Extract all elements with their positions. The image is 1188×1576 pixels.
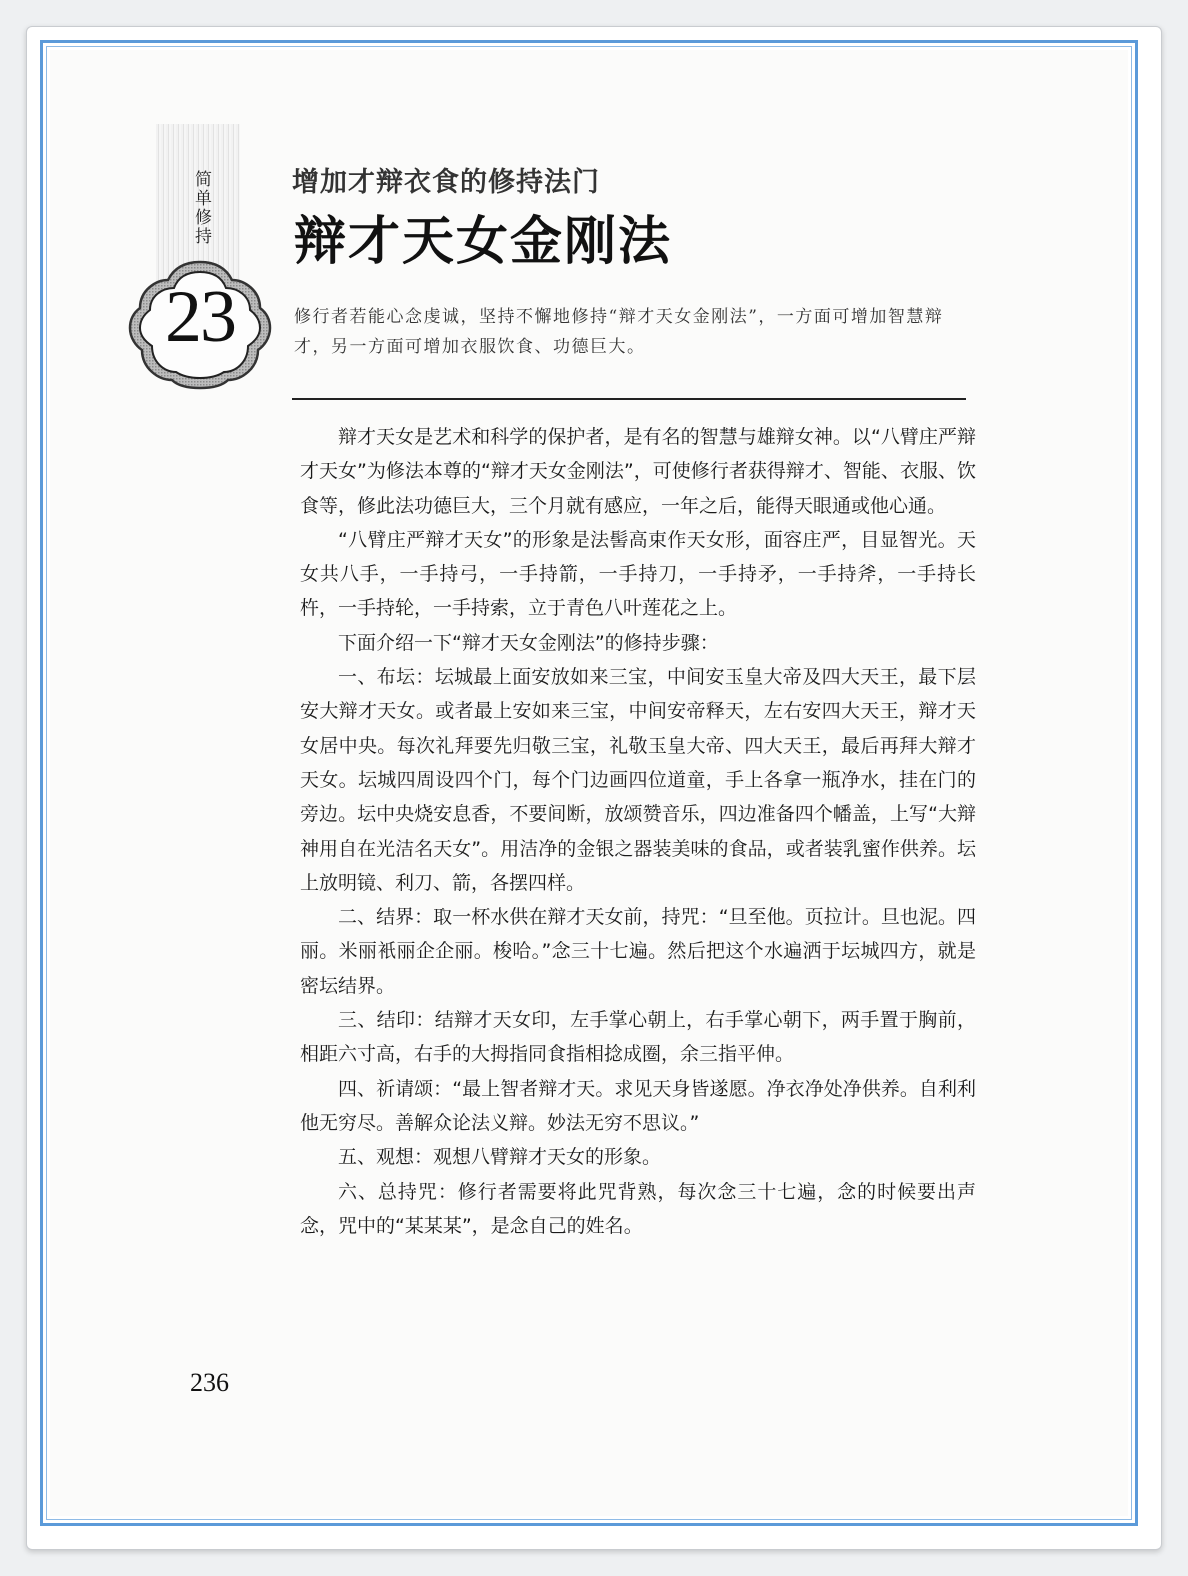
chapter-title: 辩才天女金刚法	[294, 211, 673, 272]
body-paragraph: 一、布坛：坛城最上面安放如来三宝，中间安玉皇大帝及四大天王，最下层安大辩才天女。或者最上安如来三宝，中间安帝释天，左右安四大天王，辩才天女居中央。每次礼拜要先归敬三宝，礼敬玉皇大帝、四大天王，最后再拜大辩才天女。坛城四周设四个门，每个门边画四位道童，手上各拿一瓶净水，挂在门的旁边。坛中央烧安息香，不要间断，放颂赞音乐，四边准备四个幡盖，上写“大辩神用自在光洁名天女”。用洁净的金银之器装美味的食品，或者装乳蜜作供养。坛上放明镜、利刀、箭，各摆四样。	[300, 666, 976, 894]
chapter-intro: 修行者若能心念虔诚，坚持不懈地修持“辩才天女金刚法”，一方面可增加智慧辩才，另一方面可增加衣服饮食、功德巨大。	[294, 307, 944, 357]
page-number: 236	[190, 1368, 229, 1397]
body-paragraph: 五、观想：观想八臂辩才天女的形象。	[338, 1146, 662, 1169]
sidebar-label: 简单修持	[191, 170, 211, 246]
body-paragraph: 四、祈请颂：“最上智者辩才天。求见天身皆遂愿。净衣净处净供养。自利利他无穷尽。善解众论法义辩。妙法无穷不思议。”	[300, 1077, 976, 1134]
body-paragraph: 下面介绍一下“辩才天女金刚法”的修持步骤：	[338, 631, 719, 654]
chapter-number: 23	[165, 276, 235, 358]
chapter-subtitle: 增加才辩衣食的修持法门	[292, 167, 600, 198]
body-paragraph: “八臂庄严辩才天女”的形象是法髻高束作天女形，面容庄严，目显智光。天女共八手，一手持弓，一手持箭，一手持刀，一手持矛，一手持斧，一手持长杵，一手持轮，一手持索，立于青色八叶莲花之上。	[300, 528, 976, 620]
body-paragraph: 三、结印：结辩才天女印，左手掌心朝上，右手掌心朝下，两手置于胸前，相距六寸高，右手的大拇指同食指相捻成圈，余三指平伸。	[300, 1009, 976, 1066]
body-text	[300, 420, 976, 1243]
body-paragraph: 二、结界：取一杯水供在辩才天女前，持咒：“旦至他。页拉计。旦也泥。四丽。米丽衹丽企企丽。梭哈。”念三十七遍。然后把这个水遍洒于坛城四方，就是密坛结界。	[300, 906, 976, 997]
section-divider	[292, 398, 966, 400]
body-paragraph: 辩才天女是艺术和科学的保护者，是有名的智慧与雄辩女神。以“八臂庄严辩才天女”为修法本尊的“辩才天女金刚法”，可使修行者获得辩才、智能、衣服、饮食等，修此法功德巨大，三个月就有感应，一年之后，能得天眼通或他心通。	[300, 426, 976, 517]
body-paragraph: 六、总持咒：修行者需要将此咒背熟，每次念三十七遍，念的时候要出声念，咒中的“某某某”，是念自己的姓名。	[300, 1180, 976, 1237]
